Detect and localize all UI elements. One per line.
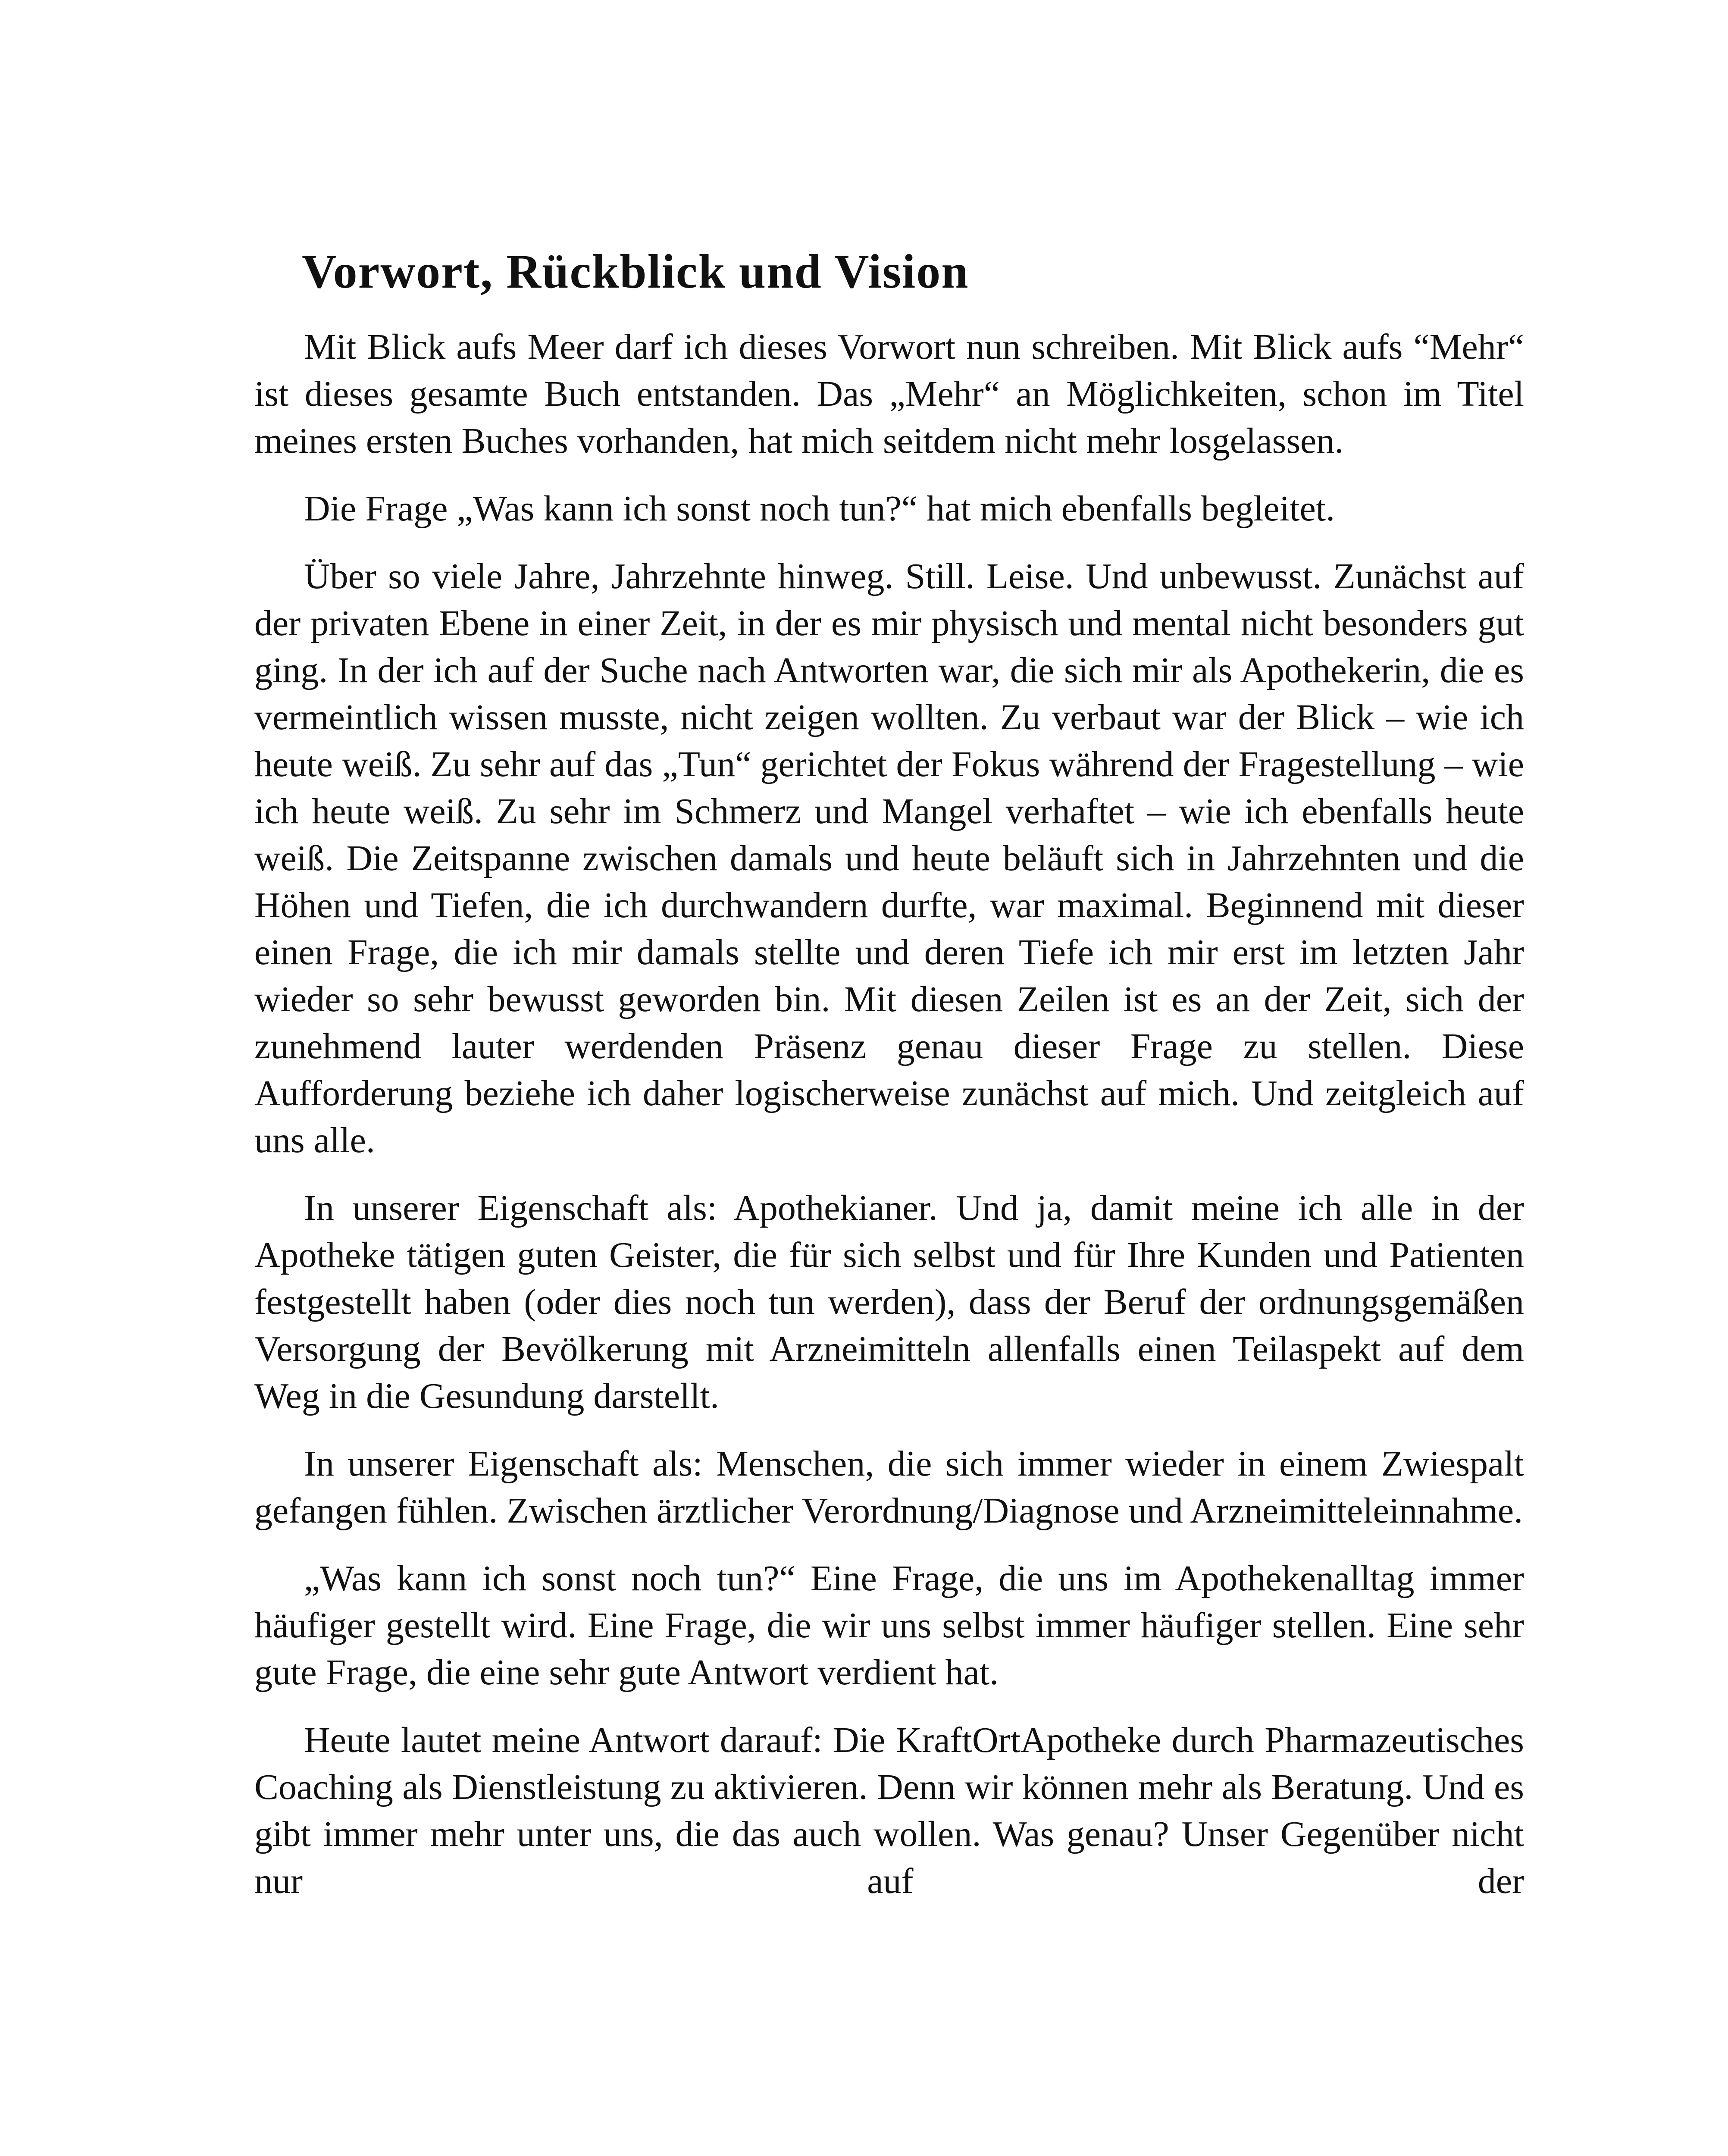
chapter-title: Vorwort, Rückblick und Vision <box>302 245 969 298</box>
paragraph: Heute lautet meine Antwort darauf: Die KraftOrtApotheke durch Pharmazeutisches Coaching als Dienstleistung zu aktivieren. Denn wir können mehr als Beratung. Und es gibt immer mehr unter uns, die das auch wollen. Was genau? Unser Gegenüber nicht nur auf der <box>254 1720 1524 1901</box>
paragraph: In unserer Eigenschaft als: Apothekianer. Und ja, damit meine ich alle in der Apotheke tätigen guten Geister, die für sich selbst und für Ihre Kunden und Patienten festgestellt haben (oder dies noch tun werden), dass der Beruf der ordnungsgemäßen Versorgung der Bevölkerung mit Arzneimitteln allenfalls einen Teilaspekt auf dem Weg in die Gesundung darstellt. <box>254 1188 1524 1416</box>
paragraph: Die Frage „Was kann ich sonst noch tun?“ hat mich ebenfalls begleitet. <box>304 489 1335 529</box>
paragraph: Über so viele Jahre, Jahrzehnte hinweg. Still. Leise. Und unbewusst. Zunächst auf der privaten Ebene in einer Zeit, in der es mir physisch und mental nicht besonders gut ging. In der ich auf der Suche nach Antworten war, die sich mir als Apothekerin, die es vermeintlich wissen musste, nicht zeigen wollten. Zu verbaut war der Blick – wie ich heute weiß. Zu sehr auf das „Tun“ gerichtet der Fokus während der Fragestellung – wie ich heute weiß. Zu sehr im Schmerz und Mangel verhaftet – wie ich ebenfalls heute weiß. Die Zeitspanne zwischen damals und heute beläuft sich in Jahrzehnten und die Höhen und Tiefen, die ich durchwandern durfte, war maximal. Beginnend mit dieser einen Frage, die ich mir damals stellte und deren Tiefe ich mir erst im letzten Jahr wieder so sehr bewusst geworden bin. Mit diesen Zeilen ist es an der Zeit, sich der zunehmend lauter werdenden Präsenz genau dieser Frage zu stellen. Diese Aufforderung beziehe ich daher logischerweise zunächst auf mich. Und zeitgleich auf uns alle. <box>254 556 1524 1160</box>
paragraph: Mit Blick aufs Meer darf ich dieses Vorwort nun schreiben. Mit Blick aufs “Mehr“ ist dieses gesamte Buch entstanden. Das „Mehr“ an Möglichkeiten, schon im Titel meines ersten Buches vorhanden, hat mich seitdem nicht mehr losgelassen. <box>254 327 1524 461</box>
paragraph: „Was kann ich sonst noch tun?“ Eine Frage, die uns im Apothekenalltag immer häufiger gestellt wird. Eine Frage, die wir uns selbst immer häufiger stellen. Eine sehr gute Frage, die eine sehr gute Antwort verdient hat. <box>254 1558 1524 1692</box>
text-block <box>254 241 1524 1925</box>
paragraph: In unserer Eigenschaft als: Menschen, die sich immer wieder in einem Zwiespalt gefangen fühlen. Zwischen ärztlicher Verordnung/Diagnose und Arzneimitteleinnahme. <box>254 1444 1524 1531</box>
